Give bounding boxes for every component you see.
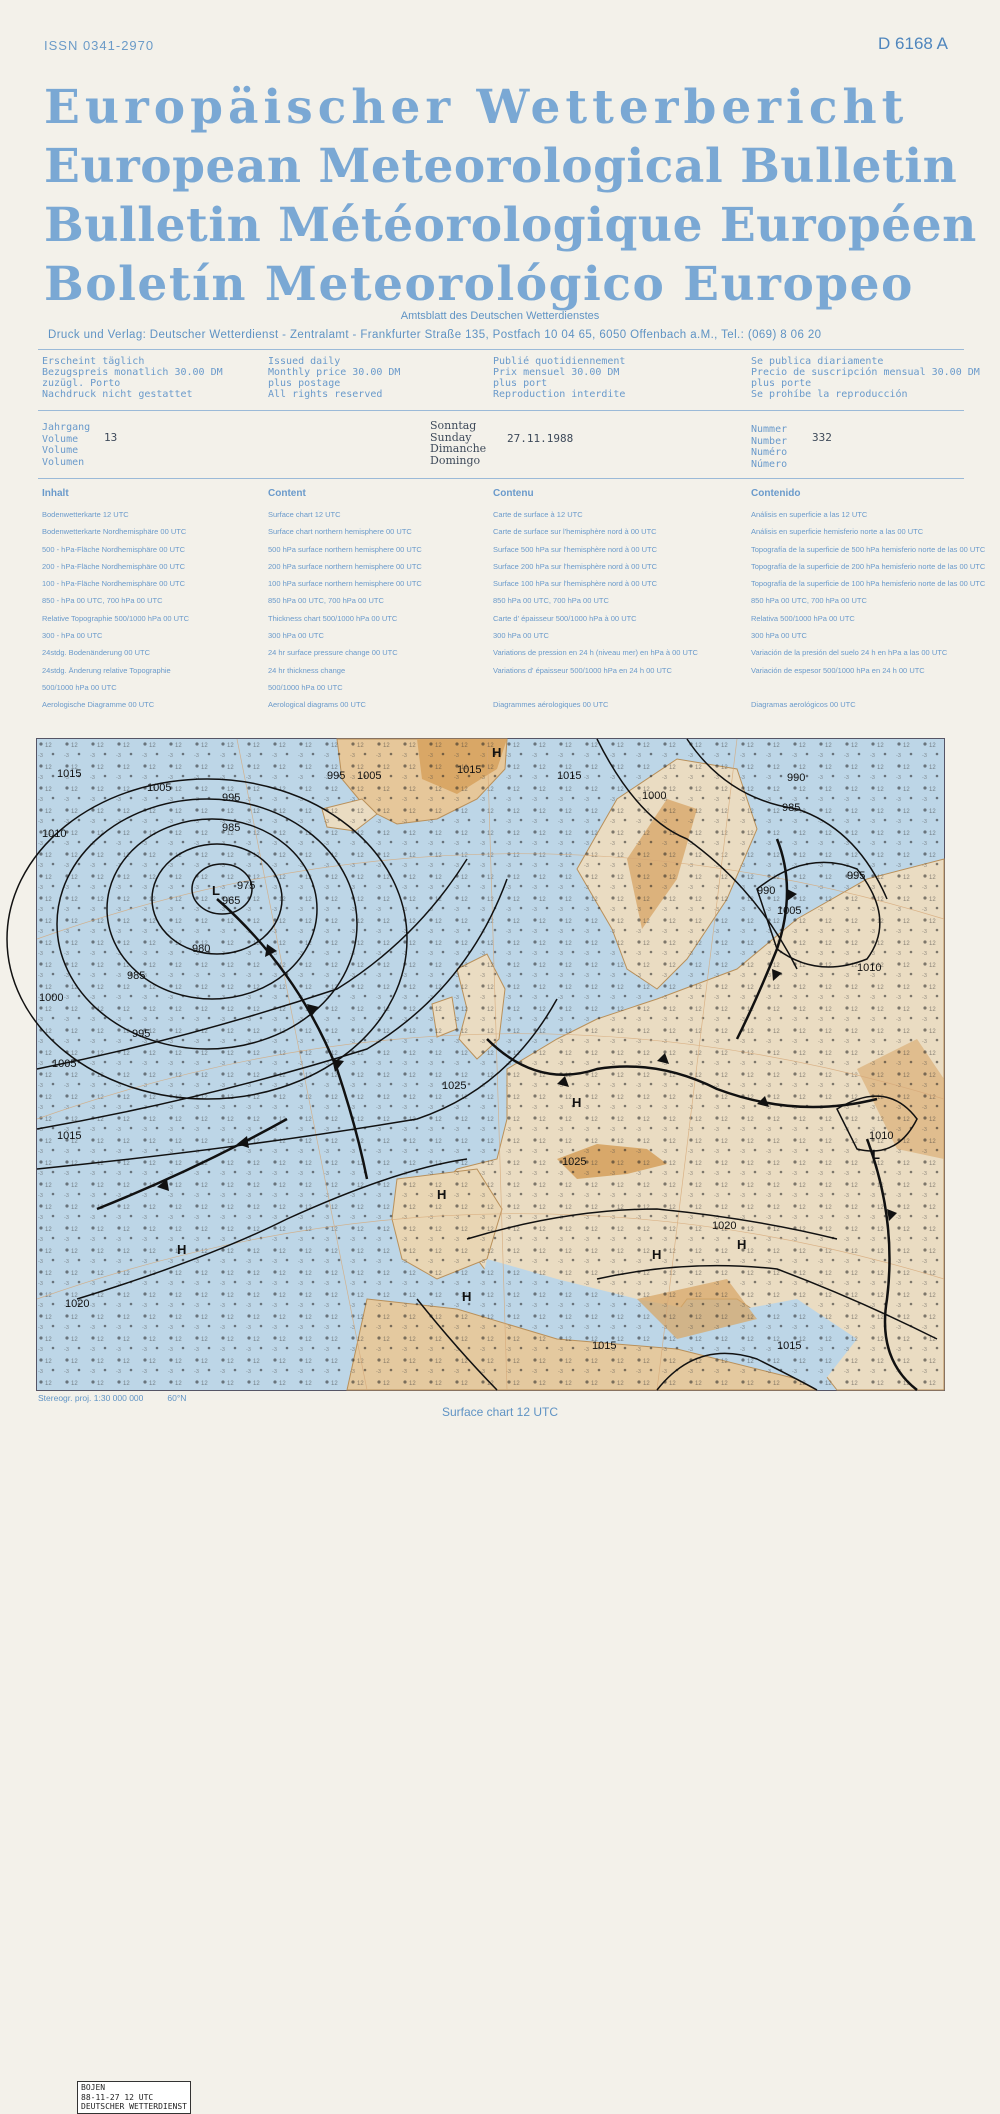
isobar-label: 1000 (642, 790, 667, 802)
pressure-center-symbol: H (737, 1237, 747, 1252)
subscription-line: Nachdruck nicht gestattet (42, 389, 193, 400)
isobar-label: 980 (192, 943, 211, 955)
contents-item: Surface chart 12 UTC (268, 510, 341, 519)
divider (38, 410, 964, 411)
pressure-center-symbol: H (652, 1247, 662, 1262)
contents-item: Diagramas aerológicos 00 UTC (751, 700, 856, 710)
contents-item: 200 hPa surface northern hemisphere 00 UTC (268, 561, 422, 571)
subscription-line: Prix mensuel 30.00 DM (493, 367, 620, 378)
pressure-center-symbol: H (177, 1242, 187, 1257)
isobar-label: 985 (127, 970, 146, 982)
subscription-line: Reproduction interdite (493, 389, 626, 400)
isobar-label: 1015 (57, 768, 82, 780)
title-french: Bulletin Météorologique Européen (44, 198, 977, 253)
divider (38, 349, 964, 350)
contents-item (493, 679, 698, 696)
map-canvas (37, 739, 944, 1390)
isobar-label: 990 (787, 772, 806, 784)
isobar-label: 995 (132, 1028, 151, 1040)
weekday-labels (430, 420, 486, 466)
contents-item: Surface 200 hPa sur l'hemisphère nord à 00 UTC (493, 561, 658, 571)
title-spanish: Boletín Meteorológico Europeo (44, 257, 914, 312)
contents-list-english (268, 506, 422, 714)
issn-number: ISSN 0341-2970 (44, 38, 155, 53)
latitude-label: 60°N (167, 1393, 187, 1403)
isobar-label: 965 (222, 895, 241, 907)
contents-list-spanish (751, 506, 986, 714)
volume-labels (42, 422, 90, 468)
station-plots (37, 739, 944, 1390)
contents-item: 850 hPa 00 UTC, 700 hPa 00 UTC (268, 596, 384, 606)
contents-item: 24stdg. Änderung relative Topographie (42, 665, 171, 675)
stamp-line: 88-11-27 12 UTC (81, 2092, 154, 2102)
number-labels (751, 424, 787, 470)
isobar-label: 985 (782, 802, 801, 814)
isobar-label: 1015 (592, 1340, 617, 1352)
issue-date: 27.11.1988 (507, 432, 574, 445)
contents-item: 300 - hPa 00 UTC (42, 631, 103, 641)
isobar-label: 1005 (147, 782, 172, 794)
contents-item: 100 - hPa-Fläche Nordhemisphäre 00 UTC (42, 579, 185, 589)
isobar-label: 990 (757, 885, 776, 897)
title-german: Europäischer Wetterbericht (44, 80, 909, 135)
contents-item: 200 - hPa-Fläche Nordhemisphäre 00 UTC (42, 561, 185, 571)
contents-item: Variación de espesor 500/1000 hPa en 24 h 00 UTC (751, 665, 925, 675)
contents-item: Relative Topographie 500/1000 hPa 00 UTC (42, 613, 190, 623)
subscription-german (42, 356, 223, 400)
volume-label: Jahrgang (42, 422, 91, 433)
contents-item: 300 hPa 00 UTC (268, 631, 324, 641)
isobar-label: 1020 (65, 1298, 90, 1310)
contents-item: Aerological diagrams 00 UTC (268, 700, 366, 710)
number-label: Nummer (751, 424, 788, 435)
subscription-line: All rights reserved (268, 389, 383, 400)
contents-item: Topografía de la superficie de 500 hPa hemisferio norte de las 00 UTC (751, 544, 986, 554)
stamp-line: BOJEN (81, 2083, 106, 2092)
contents-item: Thickness chart 500/1000 hPa 00 UTC (268, 613, 398, 623)
pressure-center-symbol: H (462, 1289, 472, 1304)
subscription-line: Erscheint täglich (42, 356, 145, 367)
contents-item: Aerologische Diagramme 00 UTC (42, 700, 155, 710)
contents-item: Variación de la presión del suelo 24 h en hPa a las 00 UTC (751, 648, 948, 658)
buoy-stamp (77, 2081, 191, 2114)
contents-item: 24stdg. Bodenänderung 00 UTC (42, 648, 150, 658)
number-label: Number (751, 435, 788, 447)
contents-item: 850 - hPa 00 UTC, 700 hPa 00 UTC (42, 596, 163, 606)
document-code: D 6168 A (878, 34, 948, 53)
subscription-line: Publié quotidiennement (493, 356, 626, 367)
contents-heading-spanish: Contenido (751, 488, 801, 499)
contents-list-german (42, 506, 189, 714)
contents-item: 100 hPa surface northern hemisphere 00 UTC (268, 579, 422, 589)
number-label: Número (751, 458, 788, 470)
contents-item: 500 hPa surface northern hemisphere 00 UTC (268, 544, 422, 554)
volume-label: Volume (42, 433, 79, 445)
subscription-spanish (751, 356, 980, 400)
contents-item: 500/1000 hPa 00 UTC (268, 682, 343, 692)
weekday-label: Sonntag (430, 419, 477, 432)
isobar-label: 1015 (457, 764, 482, 776)
contents-item (751, 679, 966, 696)
subscription-line: Precio de suscripción mensual 30.00 DM (751, 367, 980, 378)
amtsblatt-line: Amtsblatt des Deutschen Wetterdienstes (400, 310, 600, 322)
subscription-french (493, 356, 625, 400)
contents-item: 24 hr thickness change (268, 665, 346, 675)
isobar-label: 1025 (562, 1156, 587, 1168)
stamp-line: DEUTSCHER WETTERDIENST (81, 2102, 187, 2111)
contents-item: Topografía de la superficie de 100 hPa hemisferio norte de las 00 UTC (751, 579, 986, 589)
contents-item: Análisis en superficie a las 12 UTC (751, 510, 868, 519)
pressure-center-symbol: H (492, 745, 502, 760)
isobar-label: 1005 (357, 770, 382, 782)
weekday-label: Sunday (430, 430, 472, 444)
pressure-center-symbol: H (437, 1187, 447, 1202)
contents-item: 24 hr surface pressure change 00 UTC (268, 648, 398, 658)
pressure-center-symbol: H (572, 1095, 582, 1110)
contents-heading-english: Content (268, 488, 306, 499)
contents-item: Carte de surface sur l'hemisphère nord à 00 UTC (493, 527, 657, 537)
publisher-address: Druck und Verlag: Deutscher Wetterdienst - Zentralamt - Frankfurter Straße 135, Postfach 10 04 65, 6050 Offenbach a.M., Tel.: (069) 8 06 20 (48, 329, 822, 341)
weekday-label: Domingo (430, 453, 481, 467)
contents-item: Surface 500 hPa sur l'hemisphère nord à 00 UTC (493, 544, 658, 554)
title-english: European Meteorological Bulletin (44, 139, 958, 194)
isobar-label: 1010 (42, 828, 67, 840)
subscription-line: plus port (493, 378, 548, 389)
subscription-line: Issued daily (268, 356, 341, 367)
contents-item: 500 - hPa-Fläche Nordhemisphäre 00 UTC (42, 544, 185, 554)
isobar-label: 1000 (39, 992, 64, 1004)
subscription-line: Se publica diariamente (751, 356, 884, 367)
weekday-label: Dimanche (430, 442, 487, 455)
projection-scale: Stereogr. proj. 1:30 000 000 (38, 1393, 144, 1403)
subscription-line: Se prohíbe la reproducción (751, 389, 908, 400)
contents-heading-french: Contenu (493, 488, 534, 499)
subscription-line: Monthly price 30.00 DM (268, 367, 401, 378)
subscription-line: Bezugspreis monatlich 30.00 DM (42, 367, 223, 378)
map-caption: Surface chart 12 UTC (441, 1405, 559, 1419)
contents-item: Relativa 500/1000 hPa 00 UTC (751, 613, 855, 623)
isobar-label: 995 (847, 870, 866, 882)
isobar-label: 1025 (442, 1080, 467, 1092)
subscription-english (268, 356, 400, 400)
divider (38, 478, 964, 479)
contents-item: Bodenwetterkarte Nordhemisphäre 00 UTC (42, 527, 187, 537)
isobar-label: 1015 (557, 770, 582, 782)
contents-heading-german: Inhalt (42, 488, 69, 499)
contents-item: Topografía de la superficie de 200 hPa hemisferio norte de las 00 UTC (751, 561, 986, 571)
contents-item: Carte d' épaisseur 500/1000 hPa à 00 UTC (493, 613, 637, 623)
isobar-label: 1020 (712, 1220, 737, 1232)
volume-label: Volume (42, 445, 79, 456)
contents-list-french (493, 506, 698, 714)
contents-item: 300 hPa 00 UTC (751, 631, 807, 641)
subscription-line: zuzügl. Porto (42, 378, 121, 389)
contents-item: Surface chart northern hemisphere 00 UTC (268, 527, 412, 537)
isobar-label: 985 (222, 822, 241, 834)
contents-item: 850 hPa 00 UTC, 700 hPa 00 UTC (493, 596, 609, 606)
subscription-line: plus postage (268, 378, 341, 389)
contents-item: 850 hPa 00 UTC, 700 hPa 00 UTC (751, 596, 867, 606)
issue-number: 332 (812, 431, 832, 444)
subscription-line: plus porte (751, 378, 812, 389)
isobar-label: 975 (237, 880, 256, 892)
contents-item: Surface 100 hPa sur l'hemisphère nord à 00 UTC (493, 579, 658, 589)
contents-item: Bodenwetterkarte 12 UTC (42, 510, 129, 519)
contents-item: Variations d' épaisseur 500/1000 hPa en 24 h 00 UTC (493, 665, 672, 675)
number-label: Numéro (751, 447, 788, 458)
isobar-label: 1015 (57, 1130, 82, 1142)
projection-note (38, 1393, 186, 1403)
contents-item: 500/1000 hPa 00 UTC (42, 682, 117, 692)
volume-value: 13 (104, 431, 118, 444)
isobar-label: 1005 (52, 1058, 77, 1070)
isobar-label: 995 (327, 770, 346, 782)
isobar-label: 1005 (777, 905, 802, 917)
pressure-center-symbol: L (212, 883, 220, 898)
contents-item: Variations de pression en 24 h (niveau mer) en hPa à 00 UTC (493, 648, 698, 658)
isobar-label: 1010 (869, 1130, 894, 1142)
contents-item: 300 hPa 00 UTC (493, 631, 549, 641)
pressure-center-symbol: L (872, 1147, 880, 1162)
volume-label: Volumen (42, 456, 85, 468)
masthead-titles (44, 78, 977, 314)
contents-item: Diagrammes aérologiques 00 UTC (493, 700, 609, 710)
contents-item: Análisis en superficie hemisferio norte a las 00 UTC (751, 527, 924, 537)
isobar-label: 995 (222, 792, 241, 804)
isobar-label: 1015 (777, 1340, 802, 1352)
isobar-label: 1010 (857, 962, 882, 974)
contents-item: Carte de surface à 12 UTC (493, 510, 583, 519)
